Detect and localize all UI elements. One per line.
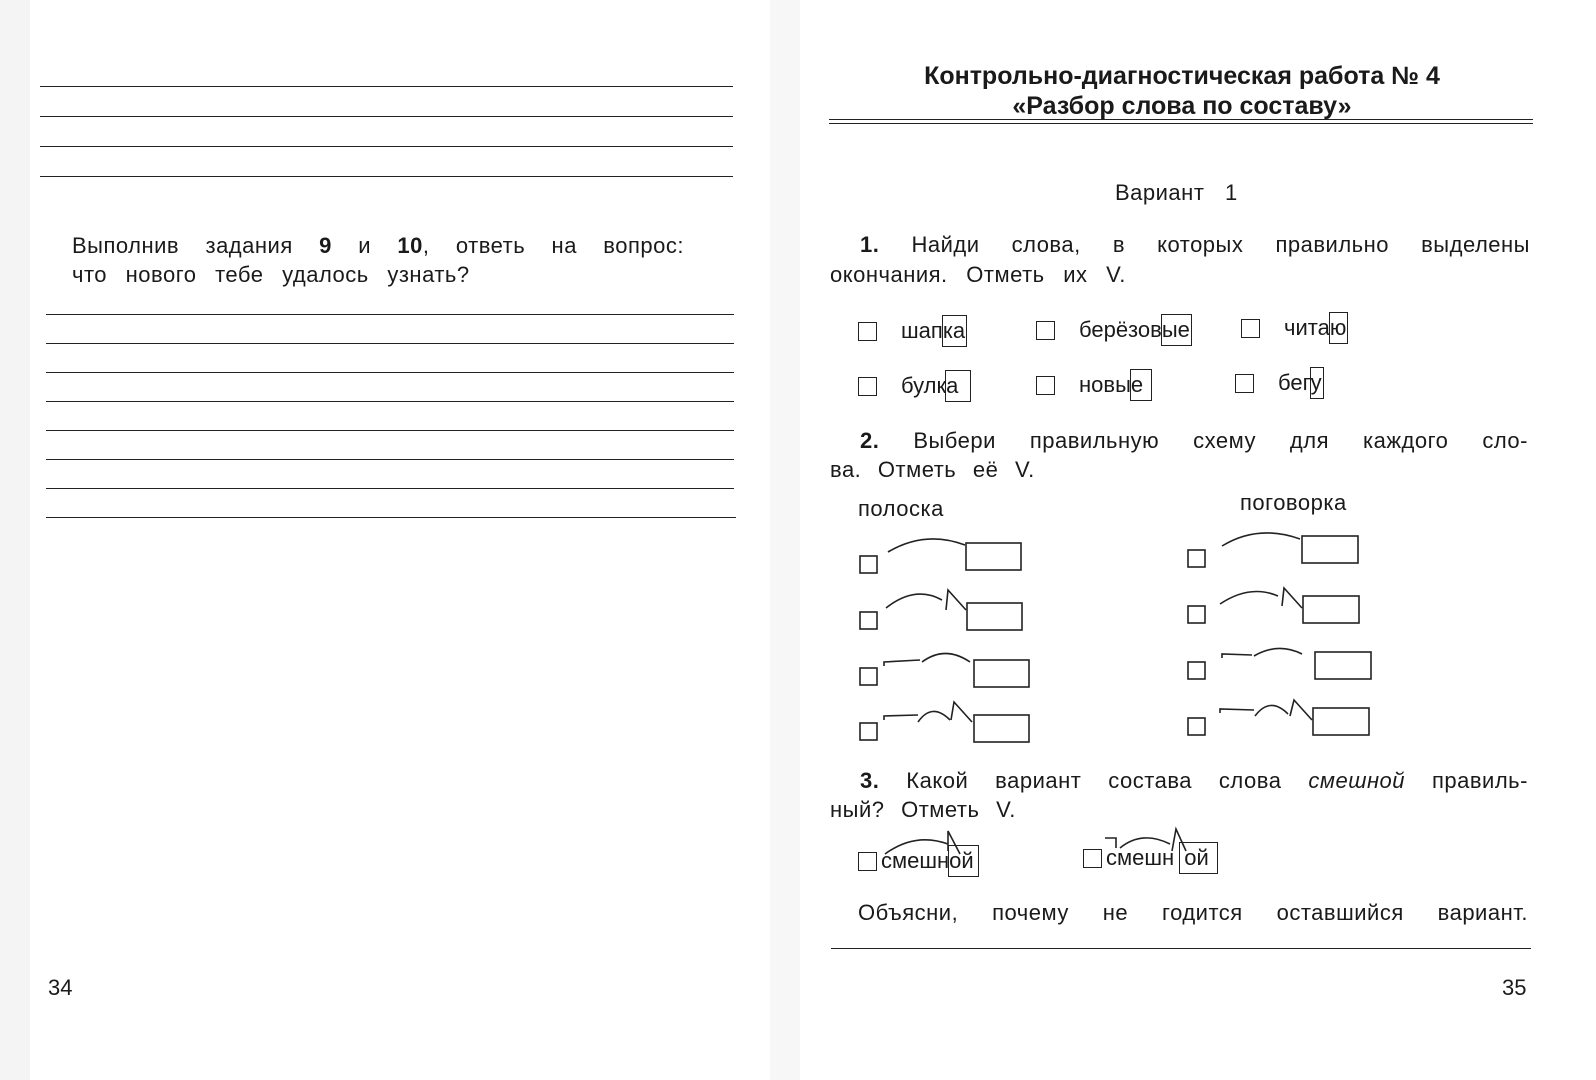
word-option[interactable]	[1036, 317, 1192, 343]
checkbox[interactable]	[1036, 321, 1055, 340]
task1-line1	[860, 232, 1530, 258]
task-text: Выбери правильную схему для каждого сло-	[913, 428, 1528, 453]
scheme-word-right: поговорка	[1240, 490, 1347, 515]
task3-line1	[860, 768, 1528, 794]
root-arc-icon	[918, 711, 950, 722]
checkbox[interactable]	[1036, 376, 1055, 395]
task-number: 2.	[860, 428, 880, 453]
worksheet-subtitle: «Разбор слова по составу»	[1012, 92, 1352, 120]
prefix-icon	[884, 660, 920, 666]
ending-box: ой	[1179, 842, 1218, 874]
reflection-prompt	[72, 233, 684, 259]
word-option[interactable]	[1036, 372, 1152, 398]
task1-line2: окончания. Отметь их V.	[830, 262, 1126, 287]
prompt-text: , ответь на вопрос:	[422, 233, 684, 258]
checkbox[interactable]	[1235, 374, 1254, 393]
word-stem: булк	[901, 373, 947, 398]
task3-line2: ный? Отметь V.	[830, 797, 1016, 822]
word-option[interactable]	[1235, 370, 1324, 396]
word-option[interactable]	[858, 318, 967, 344]
root-arc-icon	[922, 654, 970, 663]
ending-box	[967, 603, 1022, 630]
ending-box: а	[945, 370, 971, 402]
explain-prompt: Объясни, почему не годится оставшийся вариант.	[858, 900, 1528, 925]
answer-line	[831, 948, 1531, 949]
ending-box: ю	[1329, 312, 1349, 344]
task-number: 1.	[860, 232, 880, 257]
word-stem: шап	[901, 318, 943, 343]
root-arc-icon	[886, 594, 942, 608]
task-text: Найди слова, в которых правильно выделены	[911, 232, 1530, 257]
word-stem: бег	[1278, 370, 1311, 395]
prefix: с	[1106, 845, 1117, 870]
checkbox	[860, 556, 877, 573]
ending-box: ой	[948, 845, 979, 877]
ending-box: е	[1130, 369, 1152, 401]
checkbox[interactable]	[858, 322, 877, 341]
checkbox	[860, 723, 877, 740]
word-stem: новы	[1079, 372, 1131, 397]
prefix-icon	[884, 715, 918, 720]
ending-box: ка	[942, 315, 967, 347]
checkbox[interactable]	[1241, 319, 1260, 338]
root-arc-icon	[888, 539, 965, 552]
ending-box	[966, 543, 1021, 570]
suffix: н	[1162, 845, 1175, 870]
ending-box: ые	[1161, 314, 1192, 346]
task-text: правиль-	[1431, 768, 1528, 793]
page-edge	[0, 0, 30, 1080]
page-number: 34	[48, 975, 73, 1000]
checkbox[interactable]	[858, 852, 877, 871]
schemes-polоска	[850, 530, 1050, 750]
root: меш	[1117, 845, 1163, 870]
prompt-text: Выполнив задания	[72, 233, 293, 258]
suffix-icon	[946, 590, 966, 610]
task-ref-10: 10	[397, 233, 423, 258]
checkbox[interactable]	[858, 377, 877, 396]
prompt-line2: что нового тебе удалось узнать?	[72, 262, 470, 287]
worksheet-title: Контрольно-диагностическая работа № 4	[924, 62, 1440, 90]
checkbox	[860, 668, 877, 685]
prompt-text: и	[358, 233, 372, 258]
suffix-icon	[951, 702, 972, 722]
variant-label: Вариант 1	[1115, 180, 1238, 205]
page-number: 35	[1502, 975, 1527, 1000]
ending-box: у	[1310, 367, 1324, 399]
book-gutter	[770, 0, 800, 1080]
scheme-word-left: полоска	[858, 496, 944, 521]
checkbox	[860, 612, 877, 629]
word-stem: берёзов	[1079, 317, 1162, 342]
checkbox[interactable]	[1083, 849, 1102, 868]
schemes-pogovorka	[1178, 524, 1378, 744]
option-smeshnoy-2[interactable]	[1083, 845, 1218, 871]
word-stem: чита	[1284, 315, 1330, 340]
ending-box	[974, 715, 1029, 742]
option-smeshnoy-1[interactable]	[858, 848, 979, 874]
task2-line2: ва. Отметь её V.	[830, 457, 1035, 482]
word-option[interactable]	[858, 373, 971, 399]
task2-line1	[860, 428, 1528, 454]
word-option[interactable]	[1241, 315, 1348, 341]
word-stem: смешн	[881, 848, 950, 873]
target-word: смешной	[1308, 768, 1406, 793]
ending-box	[974, 660, 1029, 687]
task-text: Какой вариант состава слова	[906, 768, 1282, 793]
task-number: 3.	[860, 768, 880, 793]
task-ref-9: 9	[319, 233, 332, 258]
